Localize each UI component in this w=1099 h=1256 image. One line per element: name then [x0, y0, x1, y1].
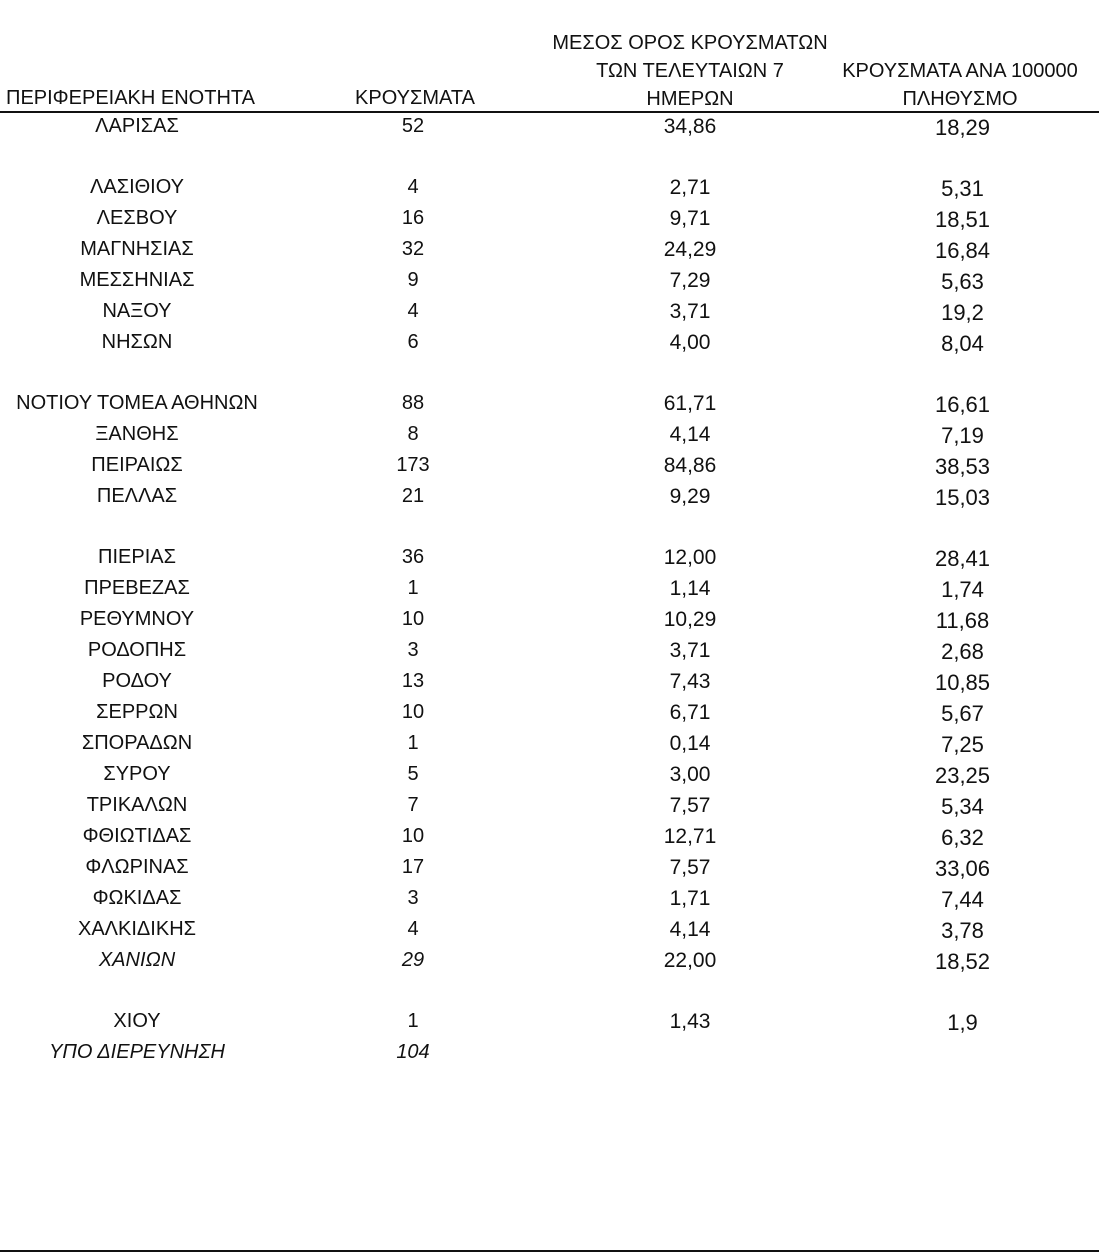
- avg7-cell: 0,14: [669, 732, 711, 755]
- per100k-cell: 15,03: [934, 485, 991, 510]
- per100k-cell: 18,29: [934, 115, 991, 140]
- avg7-cell: 7,57: [669, 794, 711, 817]
- region-cell: ΜΕΣΣΗΝΙΑΣ: [79, 269, 195, 291]
- region-cell: ΛΑΣΙΘΙΟΥ: [90, 176, 184, 198]
- table-row: [0, 390, 1099, 421]
- header-per100k-line2: ΠΛΗΘΥΣΜΟ: [902, 88, 1018, 110]
- cases-cell: 52: [401, 115, 425, 137]
- region-cell: ΞΑΝΘΗΣ: [95, 423, 179, 445]
- per100k-cell: 16,84: [934, 238, 991, 263]
- region-cell: ΝΗΣΩΝ: [101, 331, 173, 353]
- cases-cell: 13: [401, 670, 425, 692]
- cases-cell: 104: [396, 1041, 430, 1063]
- table-row: [0, 267, 1099, 298]
- table-row: [0, 668, 1099, 699]
- avg7-cell: 10,29: [663, 608, 717, 631]
- per100k-cell: 5,63: [941, 269, 984, 294]
- per100k-cell: 5,34: [941, 794, 984, 819]
- per100k-cell: 38,53: [934, 454, 991, 479]
- table-row: [0, 1008, 1099, 1039]
- per100k-cell: 23,25: [934, 763, 991, 788]
- header-region: ΠΕΡΙΦΕΡΕΙΑΚΗ ΕΝΟΤΗΤΑ: [6, 87, 255, 109]
- table-row: [0, 1039, 1099, 1070]
- cases-cell: 5: [407, 763, 419, 785]
- region-cell: ΤΡΙΚΑΛΩΝ: [86, 794, 188, 816]
- cases-cell: 9: [407, 269, 419, 291]
- avg7-cell: 2,71: [669, 176, 711, 199]
- cases-cell: 4: [407, 176, 419, 198]
- region-cell: ΣΕΡΡΩΝ: [96, 701, 178, 723]
- region-cell: ΠΕΙΡΑΙΩΣ: [91, 454, 183, 476]
- header-per100k-line1: ΚΡΟΥΣΜΑΤΑ ΑΝΑ 100000: [842, 60, 1078, 82]
- per100k-cell: 7,44: [941, 887, 984, 912]
- table-row: [0, 637, 1099, 668]
- avg7-cell: 7,43: [669, 670, 711, 693]
- cases-cell: 8: [407, 423, 419, 445]
- region-cell: ΥΠΟ ΔΙΕΡΕΥΝΗΣΗ: [49, 1041, 225, 1063]
- table-row: [0, 174, 1099, 205]
- avg7-cell: 4,00: [669, 331, 711, 354]
- region-cell: ΣΠΟΡΑΔΩΝ: [81, 732, 193, 754]
- per100k-cell: 7,25: [941, 732, 984, 757]
- per100k-cell: 5,31: [941, 176, 984, 201]
- header-avg7-line1: ΜΕΣΟΣ ΟΡΟΣ ΚΡΟΥΣΜΑΤΩΝ: [552, 32, 828, 54]
- avg7-cell: 34,86: [663, 115, 717, 138]
- avg7-cell: 3,00: [669, 763, 711, 786]
- avg7-cell: 84,86: [663, 454, 717, 477]
- cases-cell: 88: [401, 392, 425, 414]
- cases-cell: 3: [407, 887, 419, 909]
- cases-cell: 21: [401, 485, 425, 507]
- avg7-cell: 3,71: [669, 639, 711, 662]
- region-cell: ΡΟΔΟΠΗΣ: [87, 639, 187, 661]
- region-cell: ΦΛΩΡΙΝΑΣ: [85, 856, 189, 878]
- region-cell: ΝΑΞΟΥ: [102, 300, 172, 322]
- region-cell: ΡΕΘΥΜΝΟΥ: [79, 608, 195, 630]
- avg7-cell: 12,00: [663, 546, 717, 569]
- region-cell: ΜΑΓΝΗΣΙΑΣ: [80, 238, 194, 260]
- avg7-cell: 24,29: [663, 238, 717, 261]
- avg7-cell: 61,71: [663, 392, 717, 415]
- table-row: [0, 421, 1099, 452]
- per100k-cell: 18,52: [934, 949, 991, 974]
- per100k-cell: 16,61: [934, 392, 991, 417]
- per100k-cell: 19,2: [941, 300, 984, 325]
- table-row: [0, 483, 1099, 514]
- region-cell: ΣΥΡΟΥ: [103, 763, 171, 785]
- avg7-cell: 4,14: [669, 423, 711, 446]
- table-row: [0, 298, 1099, 329]
- avg7-cell: 22,00: [663, 949, 717, 972]
- region-cell: ΠΡΕΒΕΖΑΣ: [84, 577, 190, 599]
- per100k-cell: 3,78: [941, 918, 984, 943]
- header-avg7: [520, 29, 860, 113]
- avg7-cell: 9,71: [669, 207, 711, 230]
- per100k-cell: 6,32: [941, 825, 984, 850]
- table-row: [0, 575, 1099, 606]
- avg7-cell: 7,29: [669, 269, 711, 292]
- region-cell: ΧΑΛΚΙΔΙΚΗΣ: [78, 918, 196, 940]
- avg7-cell: 4,14: [669, 918, 711, 941]
- table-row: [0, 699, 1099, 730]
- region-cell: ΡΟΔΟΥ: [102, 670, 172, 692]
- region-cell: ΦΘΙΩΤΙΔΑΣ: [82, 825, 192, 847]
- per100k-cell: 1,9: [947, 1010, 978, 1035]
- table-row: [0, 205, 1099, 236]
- per100k-cell: 2,68: [941, 639, 984, 664]
- avg7-cell: 9,29: [669, 485, 711, 508]
- per100k-cell: 1,74: [941, 577, 984, 602]
- per100k-cell: 33,06: [934, 856, 991, 881]
- region-cell: ΧΑΝΙΩΝ: [98, 949, 176, 971]
- region-cell: ΛΑΡΙΣΑΣ: [95, 115, 179, 137]
- region-cell: ΛΕΣΒΟΥ: [96, 207, 178, 229]
- table-row: [0, 761, 1099, 792]
- avg7-cell: 6,71: [669, 701, 711, 724]
- region-cell: ΠΕΛΛΑΣ: [96, 485, 178, 507]
- cases-cell: 1: [407, 732, 419, 754]
- per100k-cell: 18,51: [934, 207, 991, 232]
- header-cases: ΚΡΟΥΣΜΑΤΑ: [355, 87, 475, 109]
- region-cell: ΝΟΤΙΟΥ ΤΟΜΕΑ ΑΘΗΝΩΝ: [16, 392, 258, 414]
- per100k-cell: 10,85: [934, 670, 991, 695]
- cases-cell: 4: [407, 300, 419, 322]
- per100k-cell: 7,19: [941, 423, 984, 448]
- avg7-cell: 1,71: [669, 887, 711, 910]
- table-row: [0, 113, 1099, 144]
- header-per100k: [820, 57, 1099, 113]
- per100k-cell: 8,04: [941, 331, 984, 356]
- table-row: [0, 916, 1099, 947]
- per100k-cell: 5,67: [941, 701, 984, 726]
- cases-cell: 16: [401, 207, 425, 229]
- cases-cell: 32: [401, 238, 425, 260]
- region-cell: ΦΩΚΙΔΑΣ: [92, 887, 182, 909]
- table-row: [0, 544, 1099, 575]
- table-row: [0, 947, 1099, 978]
- table-row: [0, 885, 1099, 916]
- cases-cell: 1: [407, 1010, 419, 1032]
- cases-cell: 6: [407, 331, 419, 353]
- cases-cell: 17: [401, 856, 425, 878]
- avg7-cell: 1,14: [669, 577, 711, 600]
- cases-cell: 36: [401, 546, 425, 568]
- table-body: [0, 113, 1099, 1070]
- table-row: [0, 452, 1099, 483]
- table-row: [0, 792, 1099, 823]
- table-row: [0, 823, 1099, 854]
- cases-cell: 10: [401, 701, 425, 723]
- per100k-cell: 11,68: [935, 608, 990, 633]
- region-cell: ΧΙΟΥ: [113, 1010, 161, 1032]
- header-avg7-line3: ΗΜΕΡΩΝ: [646, 88, 734, 110]
- footer-divider: [0, 1250, 1099, 1252]
- table-row: [0, 236, 1099, 267]
- table-row: [0, 730, 1099, 761]
- cases-cell: 4: [407, 918, 419, 940]
- cases-cell: 1: [407, 577, 419, 599]
- table-row: [0, 606, 1099, 637]
- avg7-cell: 12,71: [663, 825, 717, 848]
- avg7-cell: 3,71: [669, 300, 711, 323]
- avg7-cell: 1,43: [669, 1010, 711, 1033]
- cases-cell: 3: [407, 639, 419, 661]
- table-row: [0, 329, 1099, 360]
- cases-cell: 10: [401, 825, 425, 847]
- table-row: [0, 854, 1099, 885]
- per100k-cell: 28,41: [934, 546, 991, 571]
- region-cell: ΠΙΕΡΙΑΣ: [98, 546, 176, 568]
- cases-cell: 29: [401, 949, 425, 971]
- cases-cell: 173: [396, 454, 430, 476]
- cases-cell: 10: [401, 608, 425, 630]
- header-avg7-line2: ΤΩΝ ΤΕΛΕΥΤΑΙΩΝ 7: [596, 60, 784, 82]
- avg7-cell: 7,57: [669, 856, 711, 879]
- cases-cell: 7: [407, 794, 419, 816]
